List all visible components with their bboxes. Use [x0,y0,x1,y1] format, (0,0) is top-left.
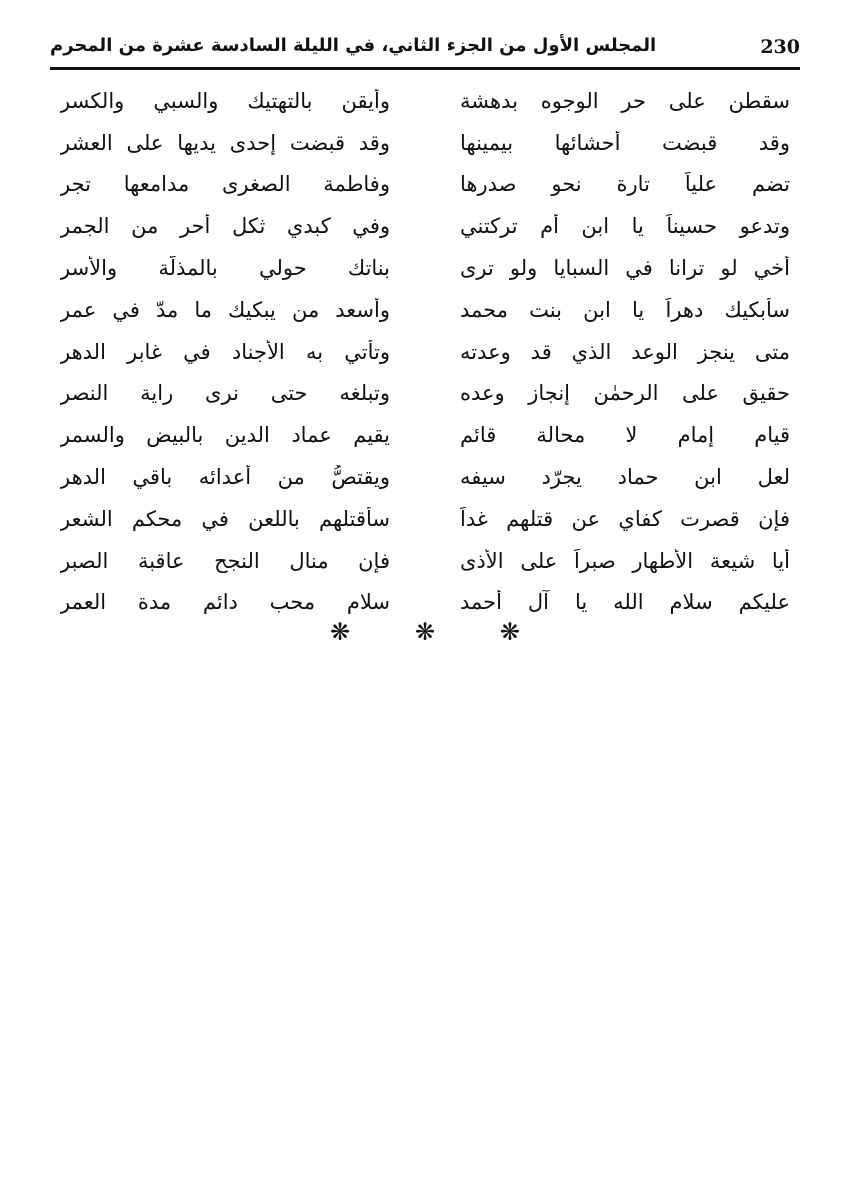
couplet [60,205,790,247]
second-hemistich: سأقتلهم باللعن في محكم الشعر [60,506,390,531]
couplet [60,247,790,289]
first-hemistich: عليكم سلام الله يا آل أحمد [460,590,790,615]
first-hemistich: حقيق على الرحمٰن إنجاز وعده [460,381,790,406]
second-hemistich: وأيقن بالتهتيك والسبي والكسر [60,88,390,113]
couplet [60,80,790,122]
couplet [60,331,790,373]
second-hemistich: وقد قبضت إحدى يديها على العشر [60,130,390,155]
couplet [60,289,790,331]
second-hemistich: وفي كبدي ثكل أحر من الجمر [60,214,390,239]
first-hemistich: تضم علياً تارة نحو صدرها [460,172,790,197]
couplet [60,164,790,206]
page-number: 230 [760,36,800,58]
first-hemistich: وقد قبضت أحشائها بيمينها [460,130,790,155]
first-hemistich: أخي لو ترانا في السبايا ولو ترى [460,256,790,281]
poem [60,80,790,623]
couplet [60,373,790,415]
first-hemistich: قيام إمام لا محالة قائم [460,423,790,448]
first-hemistich: سأبكيك دهراً يا ابن بنت محمد [460,297,790,322]
couplet [60,540,790,582]
asterisk-ornament-icon: ❋ [330,618,351,646]
second-hemistich: ويقتصُّ من أعدائه باقي الدهر [60,465,390,490]
first-hemistich: لعل ابن حماد يجرّد سيفه [460,465,790,490]
second-hemistich: فإن منال النجح عاقبة الصبر [60,548,390,573]
header-rule [50,67,800,70]
asterisk-ornament-icon: ❋ [499,618,520,646]
first-hemistich: وتدعو حسيناً يا ابن أم تركتني [460,214,790,239]
second-hemistich: وفاطمة الصغرى مدامعها تجر [60,172,390,197]
running-title: المجلس الأول من الجزء الثاني، في الليلة السادسة عشرة من المحرم [50,35,657,56]
second-hemistich: وأسعد من يبكيك ما مدّ في عمر [60,297,390,322]
couplet [60,456,790,498]
first-hemistich: أيا شيعة الأطهار صبراً على الأذى [460,548,790,573]
second-hemistich: سلام محب دائم مدة العمر [60,590,390,615]
page-header [50,30,800,66]
couplet [60,498,790,540]
second-hemistich: يقيم عماد الدين بالبيض والسمر [60,423,390,448]
couplet [60,122,790,164]
second-hemistich: بناتك حولي بالمذلّة والأسر [60,256,390,281]
first-hemistich: سقطن على حر الوجوه بدهشة [460,88,790,113]
section-divider [330,618,520,646]
couplet [60,414,790,456]
first-hemistich: متى ينجز الوعد الذي قد وعدته [460,339,790,364]
asterisk-ornament-icon: ❋ [414,618,436,646]
second-hemistich: وتأتي به الأجناد في غابر الدهر [60,339,390,364]
first-hemistich: فإن قصرت كفاي عن قتلهم غداً [460,506,790,531]
second-hemistich: وتبلغه حتى نرى راية النصر [60,381,390,406]
